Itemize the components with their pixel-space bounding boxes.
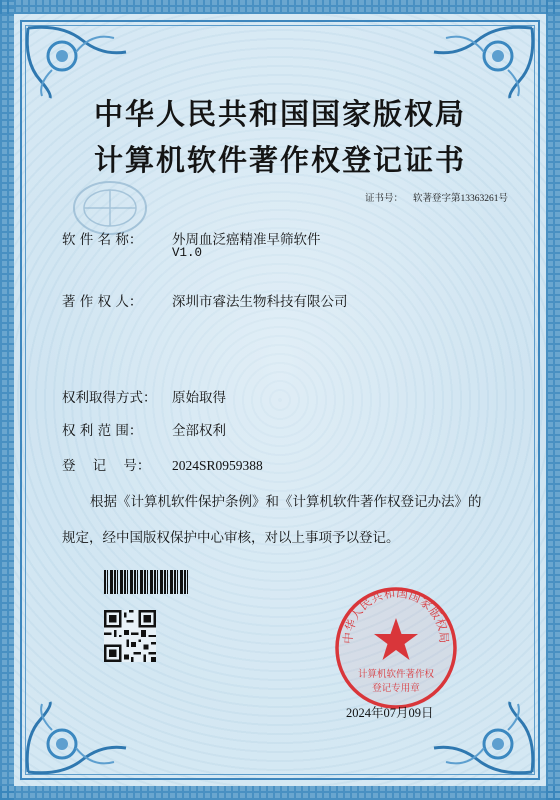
certificate-number-value: 软著登字第13363261号 <box>412 194 508 204</box>
rights-scope-row <box>62 419 226 439</box>
corner-ornament-icon <box>22 22 132 102</box>
software-name-value: 外周血泛癌精准早筛软件 <box>172 232 321 248</box>
rights-scope-label: 权 利 范 围： <box>62 423 143 439</box>
acquisition-method-row <box>62 386 226 406</box>
software-name-row <box>62 228 321 248</box>
registration-paragraph-line1: 根据《计算机软件保护条例》和《计算机软件著作权登记办法》的 <box>90 494 482 510</box>
registration-number-label: 登 记 号： <box>62 458 151 474</box>
registration-number-value: 2024SR0959388 <box>172 458 263 473</box>
software-version-value: V1.0 <box>172 246 203 260</box>
software-name-label: 软 件 名 称： <box>62 232 143 248</box>
seal-text-top: 中华人民共和国国家版权局 <box>340 585 452 645</box>
acquisition-method-value: 原始取得 <box>172 390 226 406</box>
certificate-number <box>365 190 508 204</box>
registration-paragraph-line2: 规定，经中国版权保护中心审核，对以上事项予以登记。 <box>62 530 400 546</box>
owner-label: 著 作 权 人： <box>62 294 143 310</box>
qr-code-icon <box>104 610 156 662</box>
corner-ornament-icon <box>22 698 132 778</box>
issue-date: 2024年07月09日 <box>346 706 434 720</box>
acquisition-method-label: 权利取得方式： <box>62 390 157 406</box>
greek-key-border-bottom <box>0 786 560 800</box>
barcode-icon <box>104 570 188 594</box>
certificate-title-line1: 中华人民共和国国家版权局 <box>93 97 466 131</box>
seal-text-bottom-2: 登记专用章 <box>372 683 420 694</box>
corner-ornament-icon <box>428 22 538 102</box>
greek-key-border-top <box>0 0 560 14</box>
rights-scope-value: 全部权利 <box>172 423 226 439</box>
certificate-title-line2: 计算机软件著作权登记证书 <box>93 143 466 177</box>
official-seal-icon <box>332 584 460 712</box>
owner-value: 深圳市睿法生物科技有限公司 <box>172 294 348 310</box>
seal-text-bottom-1: 计算机软件著作权 <box>357 669 435 680</box>
registration-number-row <box>62 454 263 474</box>
owner-row <box>62 290 348 310</box>
certificate-number-label: 证书号： <box>364 194 403 204</box>
